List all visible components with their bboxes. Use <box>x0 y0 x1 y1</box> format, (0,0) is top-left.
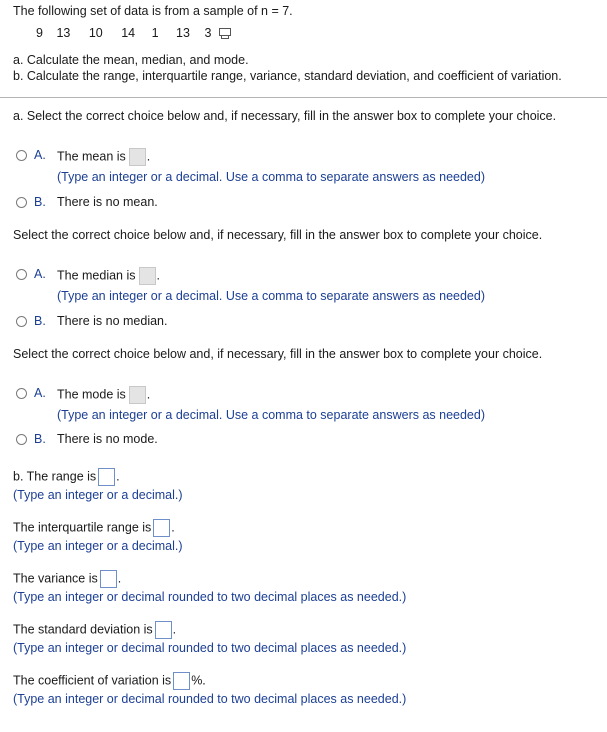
median-option-b-letter: B. <box>34 314 46 328</box>
mean-answer-box[interactable] <box>129 148 146 166</box>
mean-hint: (Type an integer or a decimal. Use a comma to separate answers as needed) <box>57 170 485 184</box>
data-value: 3 <box>204 26 212 40</box>
mean-option-b-letter: B. <box>34 195 46 209</box>
mode-label: The mode is <box>57 387 126 402</box>
cv-suffix: %. <box>191 673 206 688</box>
median-answer-box[interactable] <box>139 267 156 285</box>
median-instruction: Select the correct choice below and, if necessary, fill in the answer box to complete your choice. <box>13 228 543 242</box>
section-a-instruction: a. Select the correct choice below and, if necessary, fill in the answer box to complete your choice. <box>13 109 557 123</box>
mean-option-a[interactable] <box>57 148 150 166</box>
median-option-a[interactable] <box>57 267 160 285</box>
mean-option-b-label[interactable]: There is no mean. <box>57 195 158 209</box>
cv-hint: (Type an integer or decimal rounded to two decimal places as needed.) <box>13 692 407 706</box>
iqr-period: . <box>171 520 175 535</box>
median-option-b-label[interactable]: There is no median. <box>57 314 168 328</box>
iqr-hint: (Type an integer or a decimal.) <box>13 539 183 553</box>
iqr-row <box>13 519 175 537</box>
mode-option-b-radio[interactable] <box>16 434 27 445</box>
range-period: . <box>116 469 120 484</box>
data-value: 13 <box>176 26 190 40</box>
data-value: 9 <box>36 26 43 40</box>
mode-period: . <box>146 387 151 402</box>
mode-option-a[interactable] <box>57 386 150 404</box>
range-row <box>13 468 120 486</box>
mean-option-a-radio[interactable] <box>16 150 27 161</box>
data-value: 14 <box>121 26 136 40</box>
mean-label: The mean is <box>57 149 126 164</box>
mean-option-a-letter: A. <box>34 148 46 162</box>
median-option-b-radio[interactable] <box>16 316 27 327</box>
data-value: 10 <box>88 26 103 40</box>
mode-option-b-letter: B. <box>34 432 46 446</box>
variance-answer-box[interactable] <box>100 570 117 588</box>
variance-period: . <box>117 571 122 586</box>
mode-instruction: Select the correct choice below and, if necessary, fill in the answer box to complete your choice. <box>13 347 543 361</box>
cv-row <box>13 672 206 690</box>
range-label: b. The range is <box>13 469 97 484</box>
median-option-a-letter: A. <box>34 267 46 281</box>
iqr-answer-box[interactable] <box>153 519 170 537</box>
data-value: 13 <box>56 26 71 40</box>
cv-label: The coefficient of variation is <box>13 673 172 688</box>
mode-hint: (Type an integer or a decimal. Use a comma to separate answers as needed) <box>57 408 485 422</box>
range-answer-box[interactable] <box>98 468 115 486</box>
mode-option-a-radio[interactable] <box>16 388 27 399</box>
median-period: . <box>156 268 160 283</box>
data-value: 1 <box>151 26 159 40</box>
cv-answer-box[interactable] <box>173 672 190 690</box>
iqr-label: The interquartile range is <box>13 520 152 535</box>
mean-option-b-radio[interactable] <box>16 197 27 208</box>
sd-hint: (Type an integer or decimal rounded to two decimal places as needed.) <box>13 641 407 655</box>
range-hint: (Type an integer or a decimal.) <box>13 488 183 502</box>
mode-option-a-letter: A. <box>34 386 46 400</box>
sd-row <box>13 621 176 639</box>
task-b-text: b. Calculate the range, interquartile range, variance, standard deviation, and coefficient of variation. <box>13 69 562 83</box>
mode-option-b-label[interactable]: There is no mode. <box>57 432 158 446</box>
sd-label: The standard deviation is <box>13 622 153 637</box>
section-divider <box>0 97 607 98</box>
median-hint: (Type an integer or a decimal. Use a comma to separate answers as needed) <box>57 289 485 303</box>
median-label: The median is <box>57 268 136 283</box>
copy-data-icon[interactable] <box>219 28 231 39</box>
variance-hint: (Type an integer or decimal rounded to two decimal places as needed.) <box>13 590 407 604</box>
data-values-row <box>36 26 211 40</box>
variance-row <box>13 570 121 588</box>
task-a-text: a. Calculate the mean, median, and mode. <box>13 53 249 67</box>
sd-answer-box[interactable] <box>155 621 172 639</box>
intro-text: The following set of data is from a sample of n = 7. <box>13 4 293 18</box>
mean-period: . <box>146 149 151 164</box>
sd-period: . <box>172 622 177 637</box>
median-option-a-radio[interactable] <box>16 269 27 280</box>
variance-label: The variance is <box>13 571 98 586</box>
mode-answer-box[interactable] <box>129 386 146 404</box>
